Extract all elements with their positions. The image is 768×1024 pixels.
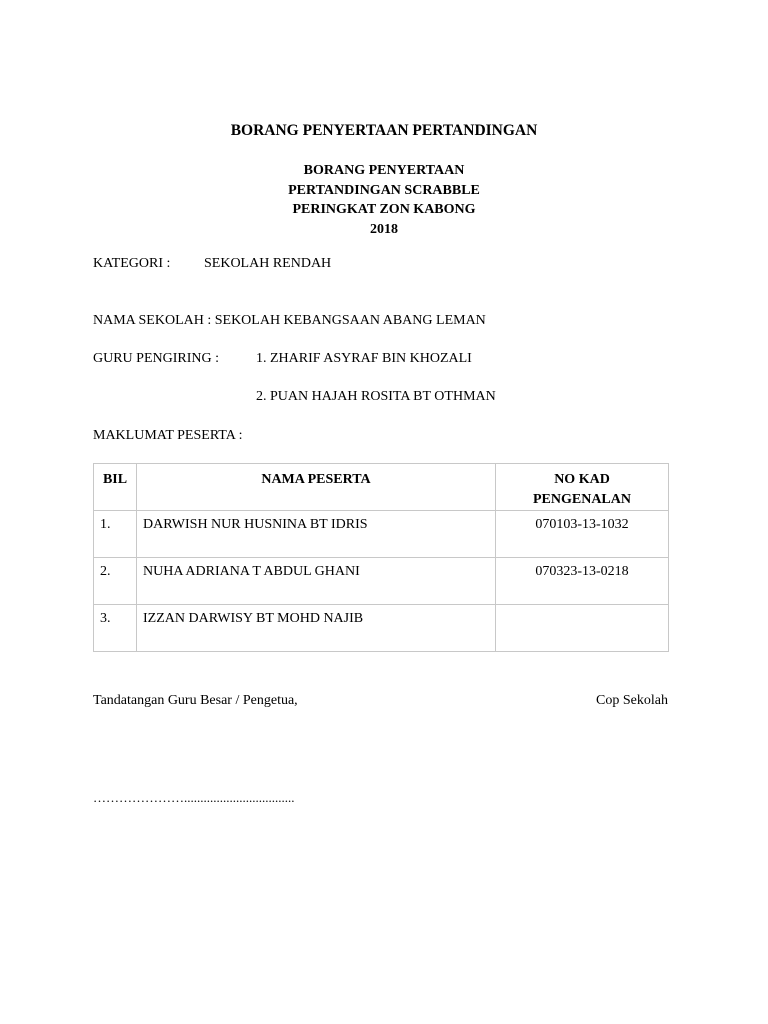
guru-pengiring-label: GURU PENGIRING :	[93, 351, 219, 366]
subtitle-line: BORANG PENYERTAAN	[303, 163, 465, 178]
cell-ic: 070103-13-1032	[496, 511, 669, 558]
cell-nama: IZZAN DARWISY BT MOHD NAJIB	[137, 605, 496, 652]
cell-bil: 1.	[94, 511, 137, 558]
header-nama: NAMA PESERTA	[137, 464, 496, 511]
subtitle-line: PERTANDINGAN SCRABBLE	[288, 182, 480, 198]
subtitle-line: 2018	[370, 221, 398, 237]
maklumat-peserta-label: MAKLUMAT PESERTA :	[93, 428, 243, 443]
signature-line: …………………..................................	[93, 790, 295, 805]
table-header-row	[94, 464, 669, 511]
table-row	[94, 558, 669, 605]
cell-bil: 2.	[94, 558, 137, 605]
header-ic	[496, 464, 669, 511]
kategori-value: SEKOLAH RENDAH	[204, 256, 332, 271]
stamp-label: Cop Sekolah	[596, 693, 668, 708]
participants-table	[93, 463, 669, 652]
cell-nama: NUHA ADRIANA T ABDUL GHANI	[137, 558, 496, 605]
cell-nama: DARWISH NUR HUSNINA BT IDRIS	[137, 511, 496, 558]
form-subtitle	[0, 161, 768, 239]
table-row	[94, 511, 669, 558]
cell-bil: 3.	[94, 605, 137, 652]
cell-ic: 070323-13-0218	[496, 558, 669, 605]
form-title: BORANG PENYERTAAN PERTANDINGAN	[230, 122, 538, 139]
guru-pengiring-item: 1. ZHARIF ASYRAF BIN KHOZALI	[256, 351, 472, 366]
table-row	[94, 605, 669, 652]
guru-pengiring-item: 2. PUAN HAJAH ROSITA BT OTHMAN	[256, 389, 496, 404]
header-ic-line1: NO KAD	[554, 472, 610, 487]
signature-label: Tandatangan Guru Besar / Pengetua,	[93, 693, 298, 708]
nama-sekolah: NAMA SEKOLAH : SEKOLAH KEBANGSAAN ABANG LEMAN	[93, 313, 486, 328]
cell-ic	[496, 605, 669, 652]
subtitle-line: PERINGKAT ZON KABONG	[292, 202, 476, 217]
header-ic-line2: PENGENALAN	[532, 492, 631, 507]
kategori-label: KATEGORI :	[93, 256, 171, 271]
header-bil: BIL	[94, 464, 137, 511]
